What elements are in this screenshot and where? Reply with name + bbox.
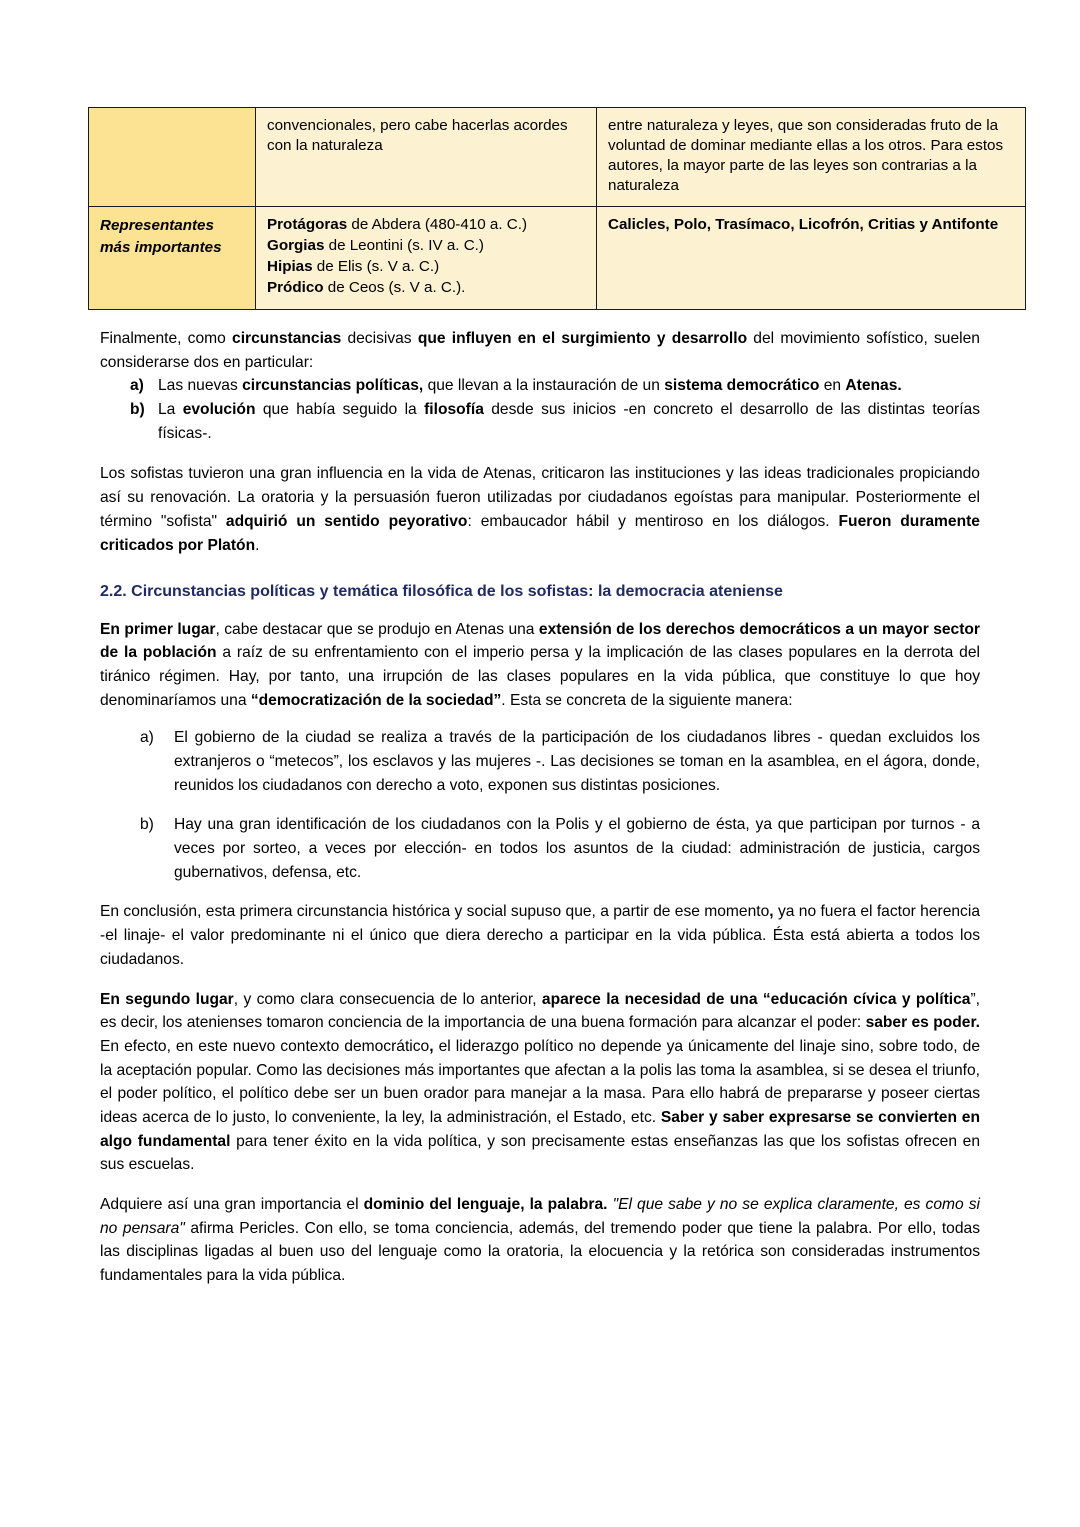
list-marker: b) bbox=[140, 816, 154, 834]
table-cell-sophists-list bbox=[256, 207, 597, 309]
text-run-bold: , bbox=[429, 1037, 434, 1055]
text-run: Las nuevas bbox=[158, 377, 243, 395]
text-run: Finalmente, como bbox=[100, 330, 233, 347]
paragraph-primer-lugar bbox=[100, 618, 980, 713]
text-run: En efecto, en este nuevo contexto democrático bbox=[100, 1037, 430, 1055]
text-run-bold: saber es poder. bbox=[865, 1014, 980, 1032]
list-item bbox=[100, 813, 980, 884]
text-run-italic-quote: "El que sabe y no se explica claramente, es como si no pensara" bbox=[100, 1196, 981, 1237]
text-run-bold: En primer lugar bbox=[100, 620, 216, 638]
text-run: en bbox=[819, 377, 846, 395]
sophists-names-list: Calicles, Polo, Trasímaco, Licofrón, Critias y Antifonte bbox=[608, 216, 999, 234]
list-marker: a) bbox=[130, 377, 144, 395]
sophist-origin: de Elis (s. V a. C.) bbox=[312, 258, 440, 276]
text-run: afirma Pericles. Con ello, se toma conciencia, además, del tremendo poder que tiene la palabra. Por ello, todas las disciplinas ligadas al buen uso del lenguaje como la oratoria, la elocuencia y la retórica son consideradas instrumentos fundamentales para la vida pública. bbox=[100, 1219, 980, 1285]
text-run: Adquiere así una gran importancia el bbox=[100, 1196, 364, 1214]
list-marker: a) bbox=[140, 729, 154, 747]
text-run: , cabe destacar que se produjo en Atenas una bbox=[215, 620, 539, 638]
text-run-bold: evolución bbox=[182, 401, 256, 419]
paragraph-finalmente bbox=[100, 327, 980, 374]
text-run-bold: circunstancias políticas, bbox=[242, 377, 424, 395]
sophist-name: Pródico bbox=[267, 279, 324, 297]
text-run: el liderazgo político no depende ya únicamente del linaje sino, sobre todo, de la aceptación popular. Como las decisiones más importantes que afectan a la polis las toma la asamblea, si se desea el triunfo, el poder político, el político debe ser un buen orador para manejar a la masa. Para ello habrá de prepararse y poseer ciertas ideas acerca de lo justo, lo conveniente, la ley, la administración, el Estado, etc. bbox=[100, 1037, 981, 1126]
sophist-name: Gorgias bbox=[267, 237, 325, 255]
text-run: , y como clara consecuencia de lo anterior, bbox=[233, 990, 542, 1008]
text-run: ya no fuera el factor herencia -el linaje- el valor predominante ni el único que diera derecho a participar en la vida pública. Ésta está abierta a todos los ciudadanos. bbox=[100, 903, 980, 968]
text-run: que llevan a la instauración de un bbox=[423, 377, 665, 395]
text-run-bold: adquirió un sentido peyorativo bbox=[225, 512, 468, 530]
list-item bbox=[267, 236, 585, 256]
text-run: a raíz de su enfrentamiento con el imperio persa y la implicación de las clases populares en la derrota del tiránico régimen. Hay, por tanto, una irrupción de las clases populares en la vida pública, que constituye lo que hoy denominaríamos una bbox=[100, 644, 980, 709]
paragraph-lenguaje bbox=[100, 1193, 980, 1288]
table-row bbox=[89, 108, 1026, 207]
list-item bbox=[267, 215, 585, 235]
table-cell-right bbox=[597, 207, 1026, 309]
section-heading-2-2: 2.2. Circunstancias políticas y temática filosófica de los sofistas: la democracia ateniense bbox=[100, 583, 783, 601]
text-run-bold: dominio del lenguaje, la palabra. bbox=[363, 1196, 608, 1214]
sophist-name: Protágoras bbox=[267, 216, 348, 234]
text-run: : embaucador hábil y mentiroso en los diálogos. bbox=[467, 512, 839, 530]
text-run-bold: , bbox=[769, 903, 774, 921]
paragraph-conclusion bbox=[100, 900, 980, 971]
list-item bbox=[100, 374, 980, 398]
list-item bbox=[267, 257, 585, 277]
text-run: . Esta se concreta de la siguiente manera: bbox=[501, 691, 793, 709]
ordered-list-circunstancias bbox=[100, 374, 980, 445]
paragraph-influencia bbox=[100, 462, 980, 557]
text-run-bold: Atenas. bbox=[845, 377, 902, 395]
text-run-bold: “democratización de la sociedad” bbox=[250, 691, 502, 709]
list-marker: b) bbox=[130, 401, 145, 419]
table-cell-row-label: Representantes más importantes bbox=[89, 207, 256, 309]
text-run: En conclusión, esta primera circunstancia histórica y social supuso que, a partir de ese momento bbox=[100, 903, 770, 921]
paragraph-segundo-lugar bbox=[100, 988, 980, 1178]
list-item bbox=[100, 398, 980, 445]
text-run: del movimiento sofístico, suelen considerarse dos en particular: bbox=[100, 330, 980, 371]
text-run-bold: sistema democrático bbox=[664, 377, 820, 395]
text-run: decisivas bbox=[341, 330, 418, 347]
table-cell-row-label-empty bbox=[89, 108, 256, 207]
table-cell-middle: convencionales, pero cabe hacerlas acordes con la naturaleza bbox=[256, 108, 597, 207]
text-run-bold: circunstancias bbox=[232, 330, 342, 347]
ordered-list-democratizacion bbox=[100, 726, 980, 884]
text-run-bold: Fueron duramente criticados por Platón bbox=[100, 512, 980, 554]
sophist-name: Hipias bbox=[267, 258, 313, 276]
text-run: ”, es decir, los atenienses tomaron conciencia de la importancia de una buena formación para alcanzar el poder: bbox=[100, 990, 980, 1032]
text-run-bold: filosofía bbox=[424, 401, 484, 419]
sophist-origin: de Abdera (480-410 a. C.) bbox=[347, 216, 528, 234]
text-run-bold: En segundo lugar bbox=[100, 990, 234, 1008]
list-item bbox=[267, 278, 585, 298]
document-body bbox=[100, 327, 980, 1288]
text-run: que había seguido la bbox=[255, 401, 425, 419]
text-run: La bbox=[158, 401, 183, 419]
table-cell-right: entre naturaleza y leyes, que son consideradas fruto de la voluntad de dominar mediante ellas a los otros. Para estos autores, la mayor parte de las leyes son contrarias a la naturaleza bbox=[597, 108, 1026, 207]
text-run: para tener éxito en la vida política, y son precisamente estas enseñanzas las que los sofistas ofrecen en sus escuelas. bbox=[100, 1132, 981, 1174]
list-item-text: Hay una gran identificación de los ciudadanos con la Polis y el gobierno de ésta, ya que participan por turnos - a veces por sorteo, a veces por elección- en todos los asuntos de la ciudad: administración de justicia, cargos gubernativos, defensa, etc. bbox=[174, 816, 980, 881]
sophists-comparison-table bbox=[88, 107, 1026, 310]
sophist-origin: de Leontini (s. IV a. C.) bbox=[324, 237, 484, 255]
table bbox=[88, 107, 1026, 310]
text-run-bold: que influyen en el surgimiento y desarrollo bbox=[417, 330, 748, 347]
table-row bbox=[89, 207, 1026, 309]
sophist-origin: de Ceos (s. V a. C.). bbox=[323, 279, 466, 297]
list-item-text: El gobierno de la ciudad se realiza a través de la participación de los ciudadanos libres - quedan excluidos los extranjeros o “metecos”, los esclavos y las mujeres -. Las decisiones se toman en la asamblea, en el ágora, donde, reunidos los ciudadanos con derecho a voto, exponen sus distintas posiciones. bbox=[174, 729, 980, 794]
text-run-bold: extensión de los derechos democráticos a un mayor sector de la población bbox=[100, 620, 980, 662]
text-run: desde sus inicios -en concreto el desarrollo de las distintas teorías físicas-. bbox=[158, 401, 980, 442]
text-run-bold: Saber y saber expresarse se convierten en algo fundamental bbox=[100, 1108, 980, 1150]
text-run: Los sofistas tuvieron una gran influencia en la vida de Atenas, criticaron las instituciones y las ideas tradicionales propiciando así su renovación. La oratoria y la persuasión fueron utilizadas por ciudadanos egoístas para manipular. Posteriormente el término "sofista" bbox=[100, 465, 980, 530]
list-item bbox=[100, 726, 980, 797]
text-run: . bbox=[255, 536, 260, 554]
text-run-bold: aparece la necesidad de una “educación cívica y política bbox=[541, 990, 971, 1008]
